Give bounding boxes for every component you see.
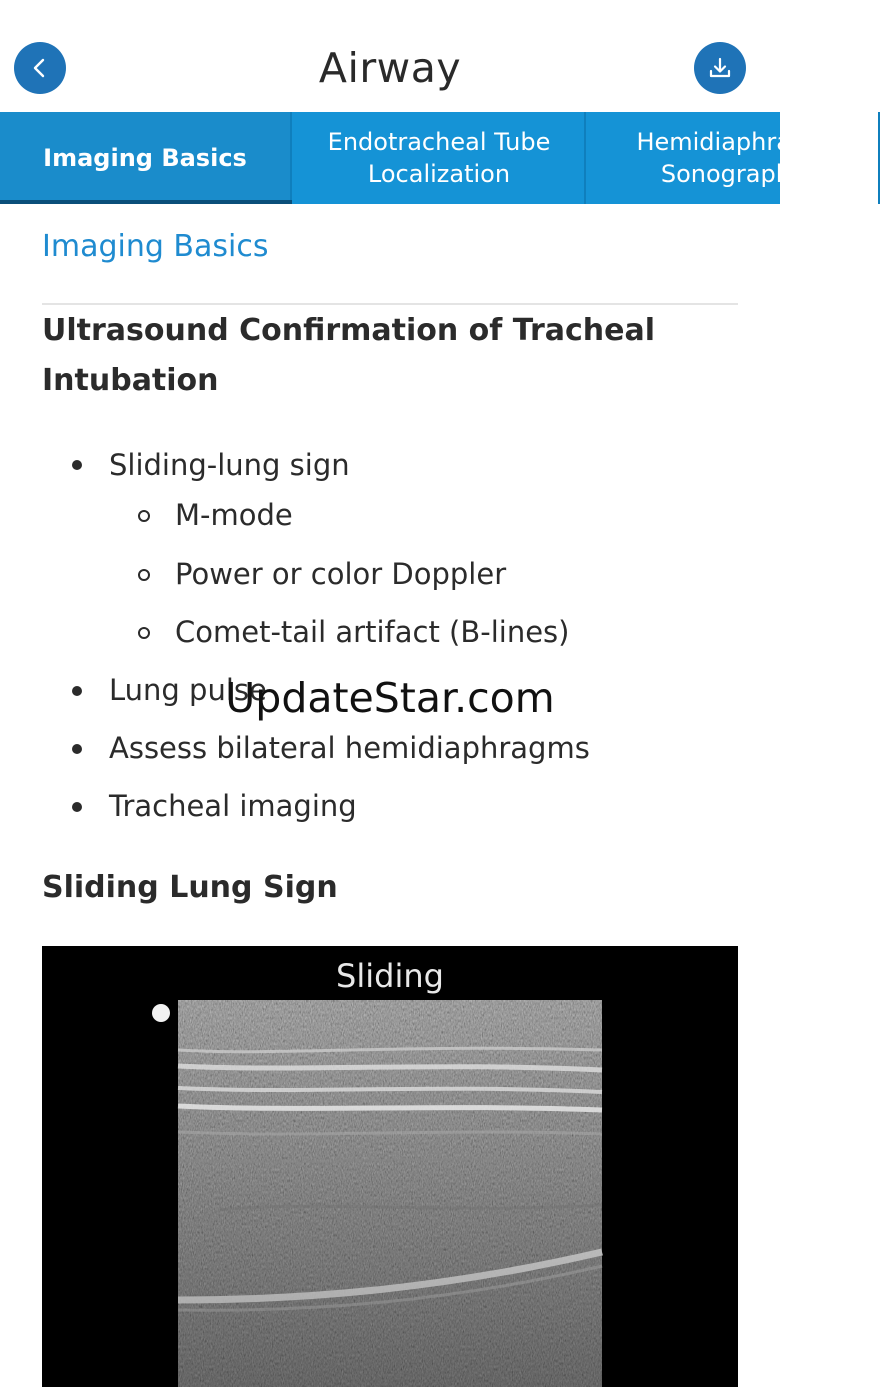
download-icon — [706, 54, 734, 82]
page-title: Airway — [318, 44, 462, 92]
app-header — [0, 0, 780, 112]
orientation-marker — [152, 1004, 170, 1022]
list-item: Lung pulse — [109, 673, 267, 707]
ultrasound-field — [178, 1000, 602, 1387]
list-item: Power or color Doppler — [175, 557, 507, 591]
bullet-dot — [72, 460, 82, 470]
tab-bar — [0, 112, 830, 204]
divider — [42, 303, 738, 305]
bullet-dot — [72, 686, 82, 696]
bullet-dot — [72, 802, 82, 812]
subheading: Sliding Lung Sign — [42, 870, 338, 905]
section-heading: Ultrasound Confirmation of Tracheal Intubation — [42, 313, 656, 398]
ultrasound-image[interactable] — [42, 946, 738, 1387]
sub-bullet-ring — [138, 627, 150, 639]
watermark: UpdateStar.com — [225, 674, 555, 722]
section-link-imaging-basics[interactable]: Imaging Basics — [42, 229, 269, 264]
bullet-dot — [72, 744, 82, 754]
tab-imaging-basics[interactable]: Imaging Basics — [0, 112, 292, 204]
list-item: M-mode — [175, 498, 293, 532]
tab-hemidiaphragm-sonography[interactable]: Hemidiaphragm Sonography — [588, 112, 880, 204]
sub-bullet-ring — [138, 569, 150, 581]
tab-endotracheal-tube-localization[interactable]: Endotracheal Tube Localization — [294, 112, 586, 204]
list-item: Comet-tail artifact (B-lines) — [175, 615, 570, 649]
list-item: Assess bilateral hemidiaphragms — [109, 731, 590, 765]
list-item: Tracheal imaging — [109, 789, 357, 823]
download-button[interactable] — [694, 42, 746, 94]
list-item: Sliding-lung sign — [109, 448, 350, 482]
ultrasound-image-label: Sliding — [336, 957, 444, 995]
sub-bullet-ring — [138, 510, 150, 522]
